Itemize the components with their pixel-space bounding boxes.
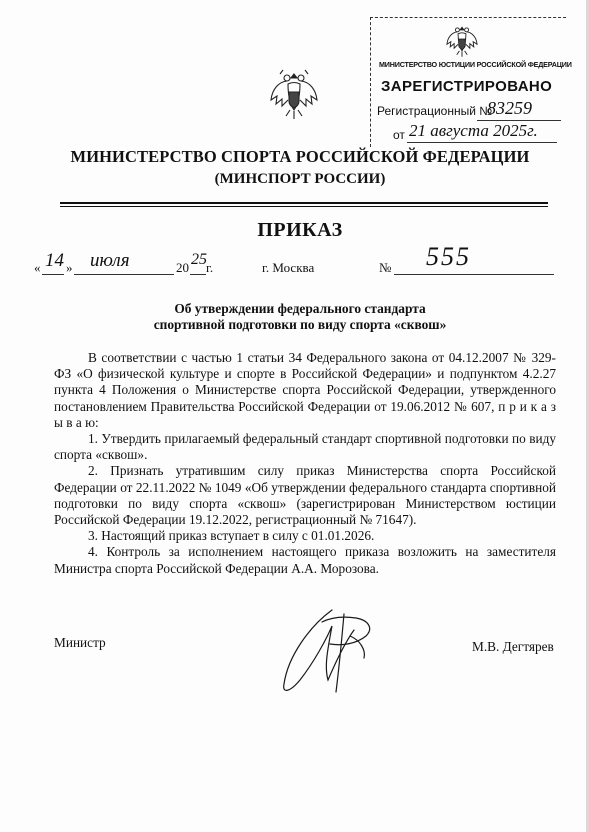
stamp-ministry: МИНИСТЕРСТВО ЮСТИЦИИ РОССИЙСКОЙ ФЕДЕРАЦИИ xyxy=(379,60,572,69)
order-item-1: 1. Утвердить прилагаемый федеральный стандарт спортивной подготовки по виду спорта «сквош». xyxy=(54,431,556,463)
date-open-quote: « xyxy=(34,260,41,275)
order-number: 555 xyxy=(426,242,471,271)
order-item-2: 2. Признать утратившим силу приказ Министерства спорта Российской Федерации от 22.11.2022 № 1049 «Об утверждении федерального стандарта спортивной подготовки по виду спорта «сквош» (зарегистрирован Министерством юстиции Российской Федерации 19.12.2022, регистрационный № 71647). xyxy=(54,463,556,528)
order-title-line2: спортивной подготовки по виду спорта «сквош» xyxy=(153,317,447,332)
order-title xyxy=(40,301,560,333)
coat-of-arms-icon xyxy=(268,66,320,124)
registration-stamp xyxy=(370,17,572,147)
stamp-reg-number: 83259 xyxy=(487,98,532,118)
number-underline xyxy=(394,274,554,275)
coat-of-arms-icon xyxy=(443,22,481,60)
header-rule-thick xyxy=(60,202,548,204)
date-month: июля xyxy=(90,250,130,271)
signature-mark xyxy=(270,596,390,706)
preamble-paragraph: В соответствии с частью 1 статьи 34 Федерального закона от 04.12.2007 № 329-ФЗ «О физической культуре и спорте в Российской Федерации» и подпунктом 4.2.27 пункта 4 Положения о Министерстве спорта Российской Федерации, утвержденного постановлением Правительства Российской Федерации от 19.06.2012 № 607, п р и к а з ы в а ю: xyxy=(54,350,556,430)
document-type: ПРИКАЗ xyxy=(257,219,343,241)
signer-name: М.В. Дегтярев xyxy=(472,639,554,654)
date-day: 14 xyxy=(45,250,64,271)
stamp-date-underline xyxy=(407,142,557,143)
header-rule-thin xyxy=(60,206,548,207)
order-item-3: 3. Настоящий приказ вступает в силу с 01.01.2026. xyxy=(88,528,375,544)
date-year-unit: г. xyxy=(206,260,214,275)
stamp-registered: ЗАРЕГИСТРИРОВАНО xyxy=(381,78,553,95)
stamp-reg-label: Регистрационный № xyxy=(377,104,493,118)
ministry-short-name: (МИНСПОРТ РОССИИ) xyxy=(214,171,386,187)
stamp-from-label: от xyxy=(393,128,405,142)
order-item-4: 4. Контроль за исполнением настоящего приказа возложить на заместителя Министра спорта Российской Федерации А.А. Морозова. xyxy=(54,544,556,576)
date-year-prefix: 20 xyxy=(176,260,189,275)
stamp-reg-date: 21 августа 2025г. xyxy=(409,121,538,140)
order-title-line1: Об утверждении федерального стандарта xyxy=(174,301,426,316)
month-underline xyxy=(74,274,174,275)
city: г. Москва xyxy=(262,260,315,275)
date-year-suffix: 25 xyxy=(191,251,207,268)
ministry-name: МИНИСТЕРСТВО СПОРТА РОССИЙСКОЙ ФЕДЕРАЦИИ xyxy=(70,147,530,166)
year-underline xyxy=(190,274,206,275)
number-label: № xyxy=(379,260,392,275)
day-underline xyxy=(42,274,64,275)
order-body xyxy=(54,350,556,577)
signer-position: Министр xyxy=(54,635,106,650)
date-close-quote: » xyxy=(66,260,73,275)
date-number-row xyxy=(0,242,589,280)
